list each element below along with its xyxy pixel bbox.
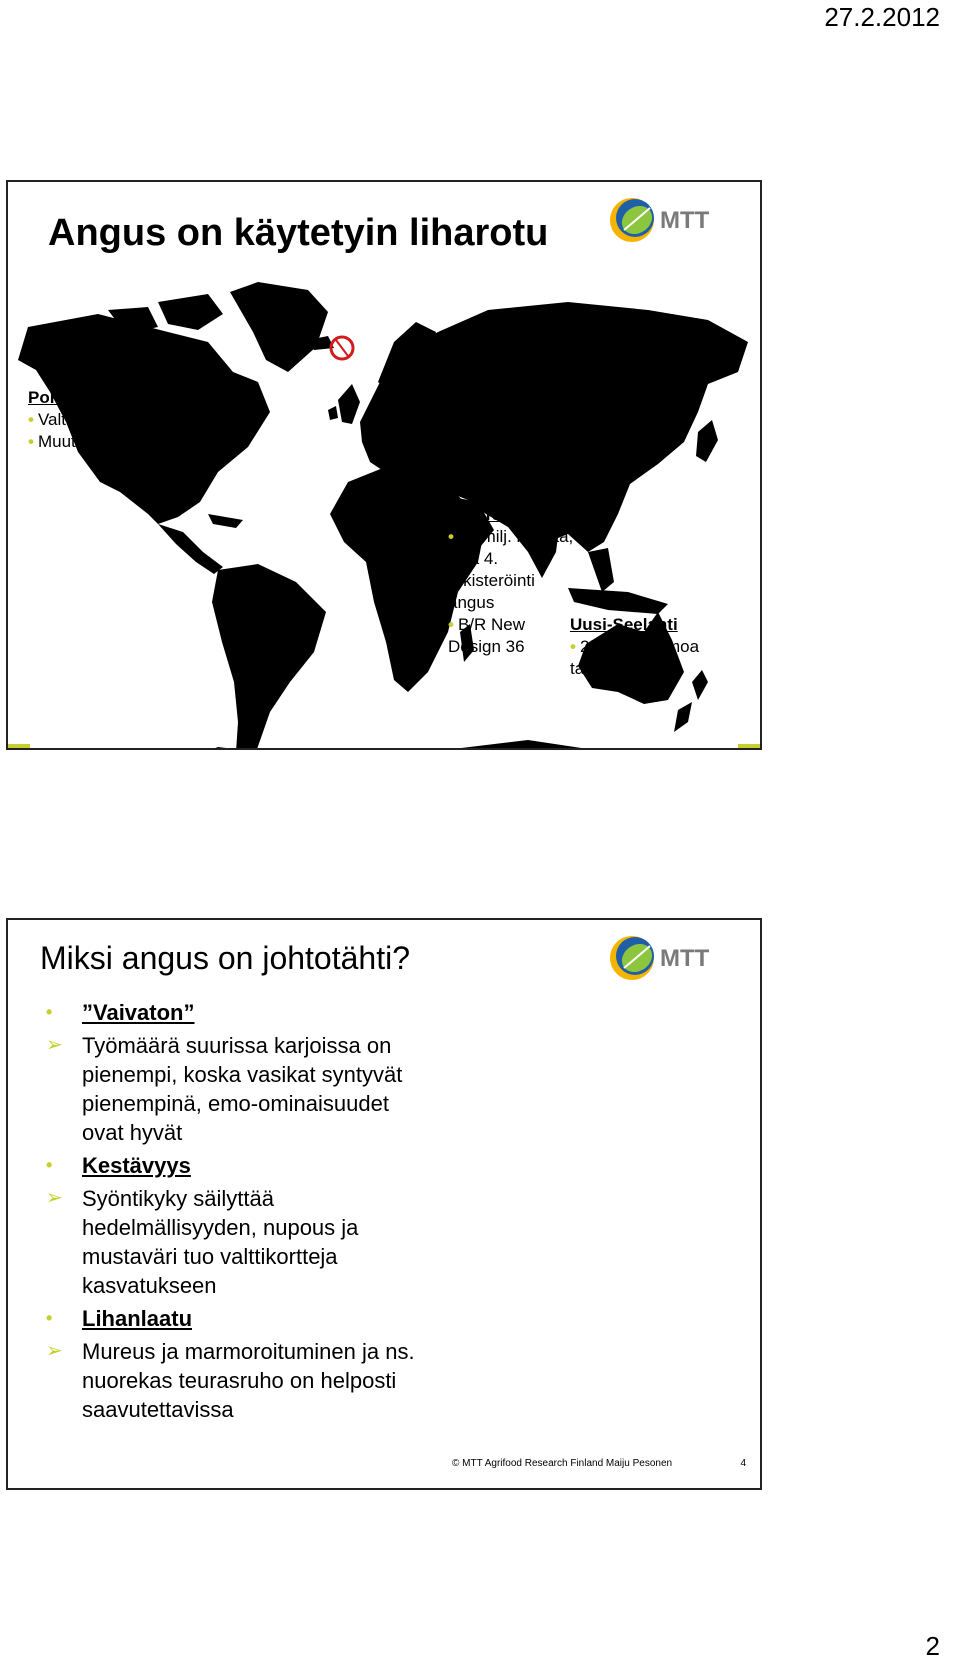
na-item-2: • Muutkin rodut mustia	[28, 432, 196, 451]
bullet-6: ➢ Mureus ja marmoroituminen ja ns. nuorekas teurasruho on helposti saavutettavissa	[46, 1339, 415, 1422]
corner-mark-left	[8, 744, 30, 748]
page-number: 2	[925, 1631, 940, 1661]
logo-text: MTT	[660, 207, 710, 234]
region-australia: Australia	[448, 505, 521, 524]
au-item-1: • 28 milj. nautaa, joka 4. rekisteröinti angus	[448, 527, 574, 612]
mtt-logo	[606, 928, 736, 988]
au-item-2: • B/R New Design 36	[448, 615, 526, 656]
region-new-zealand: Uusi-Seelanti	[570, 615, 678, 634]
page-date: 27.2.2012	[824, 2, 940, 32]
label-new-zealand	[570, 614, 730, 680]
corner-mark-right	[738, 744, 760, 748]
bullet-4: ➢ Syöntikyky säilyttää hedelmällisyyden, nupous ja mustaväri tuo valttikortteja kasvatukseen	[46, 1186, 359, 1298]
bullet-2: ➢ Työmäärä suurissa karjoissa on pienempi, koska vasikat syntyvät pienempinä, emo-ominaisuudet ovat hyvät	[46, 1033, 403, 1145]
slide-2	[6, 918, 762, 1490]
bullet-1: • ”Vaivaton”	[46, 1000, 195, 1025]
na-item-1: • Valta rotu	[28, 410, 110, 429]
nz-item-1: • 25000 ab-emoa tarkkailussa	[570, 637, 700, 678]
region-north-america: Pohjois-Amerikka	[28, 388, 172, 407]
slide-1	[6, 180, 762, 750]
bullet-list	[46, 998, 426, 1428]
label-australia	[448, 504, 578, 658]
mtt-logo	[606, 190, 736, 250]
slide-number: 4	[740, 1458, 746, 1469]
bullet-3: • Kestävyys	[46, 1153, 191, 1178]
slide-footer: © MTT Agrifood Research Finland Maiju Pesonen	[452, 1458, 673, 1469]
slide-2-title: Miksi angus on johtotähti?	[40, 940, 410, 976]
bullet-5: • Lihanlaatu	[46, 1306, 193, 1331]
label-north-america	[28, 387, 196, 453]
slide-1-title: Angus on käytetyin liharotu	[48, 212, 549, 254]
logo-text: MTT	[660, 945, 710, 972]
